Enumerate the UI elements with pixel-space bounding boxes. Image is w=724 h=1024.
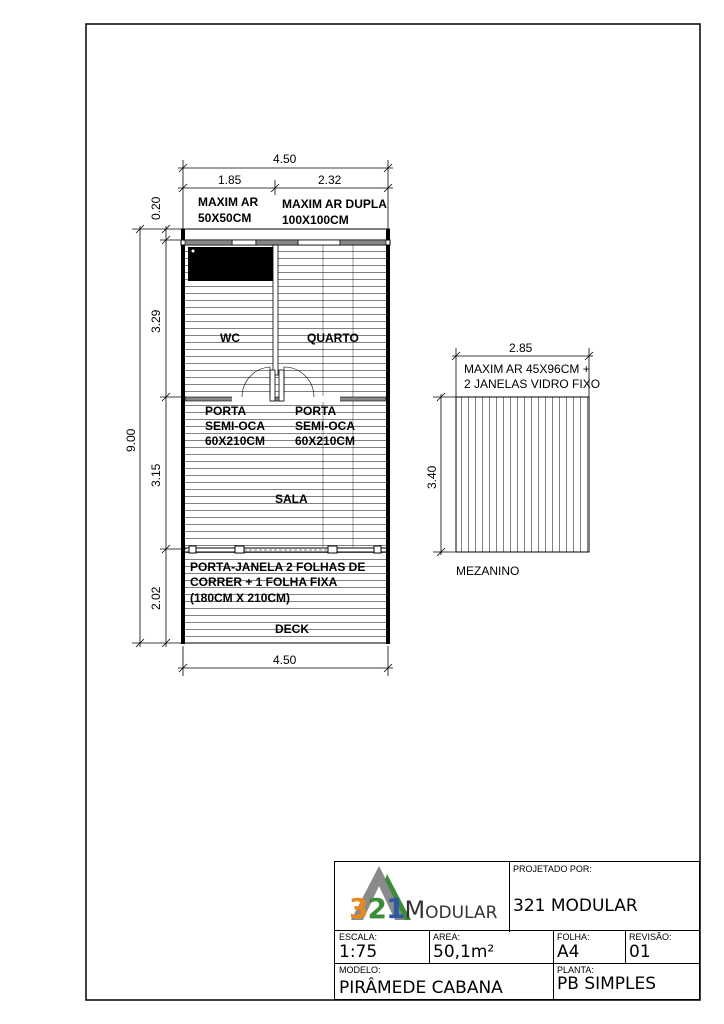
logo xyxy=(335,862,509,930)
dim-quarto-width: 2.32 xyxy=(318,173,342,187)
door1-label-1: PORTA xyxy=(205,404,247,418)
folha-label: FOLHA: xyxy=(557,932,590,942)
door1-label-3: 60X210CM xyxy=(205,434,266,448)
escala-cell xyxy=(335,930,429,963)
logo-number: 321 xyxy=(349,892,405,925)
wall-wc-quarto xyxy=(273,245,278,375)
window-quarto-label-1: MAXIM AR DUPLA xyxy=(282,197,387,211)
dim-mezzanine-height: 3.40 xyxy=(425,465,439,489)
folha-cell xyxy=(553,930,625,963)
slider-post-1 xyxy=(189,546,196,553)
outer-wall-right xyxy=(386,229,390,644)
dim-overall-width-bottom: 4.50 xyxy=(273,653,297,667)
slider-post-4 xyxy=(374,546,381,553)
revisao-cell xyxy=(625,930,699,963)
door2-label-1: PORTA xyxy=(295,404,337,418)
slider-post-2 xyxy=(235,546,244,553)
dim-sala-height: 3.15 xyxy=(149,463,163,487)
projetado-por-value: 321 MODULAR xyxy=(513,896,638,916)
window-wc-label-1: MAXIM AR xyxy=(198,195,259,209)
revisao-label: REVISÃO: xyxy=(629,932,672,942)
sheet-border xyxy=(86,24,700,1000)
planta-value: PB SIMPLES xyxy=(557,974,657,994)
mezzanine-plan xyxy=(425,341,600,578)
dim-wall-top: 0.20 xyxy=(149,196,163,220)
modelo-cell xyxy=(335,963,553,999)
planta-label: PLANTA: xyxy=(557,965,594,975)
title-block xyxy=(334,861,700,1000)
mezzanine-note-1: MAXIM AR 45X96CM + xyxy=(464,362,590,376)
window-wc xyxy=(232,240,256,245)
slider-post-3 xyxy=(328,546,337,553)
area-cell xyxy=(429,930,553,963)
wc-fixture xyxy=(188,247,273,281)
modelo-label: MODELO: xyxy=(339,965,381,975)
room-label-wc: WC xyxy=(220,331,240,345)
dim-deck-height: 2.02 xyxy=(149,586,163,610)
room-label-deck: DECK xyxy=(275,622,310,636)
floor-plan xyxy=(124,152,393,676)
mezzanine-label: MEZANINO xyxy=(456,564,520,578)
projetado-por-cell xyxy=(509,862,699,930)
area-value: 50,1m² xyxy=(433,942,495,962)
dim-overall-height: 9.00 xyxy=(124,428,138,452)
door2-label-2: SEMI-OCA xyxy=(295,419,355,433)
projetado-por-label: PROJETADO POR: xyxy=(513,864,592,874)
window-wc-label-2: 50X50CM xyxy=(198,211,252,225)
mezzanine-note-2: 2 JANELAS VIDRO FIXO xyxy=(464,377,601,391)
mezzanine-floor xyxy=(456,397,589,552)
slider-label-3: (180CM X 210CM) xyxy=(190,591,291,605)
door1-label-2: SEMI-OCA xyxy=(205,419,265,433)
escala-label: ESCALA: xyxy=(339,932,378,942)
dim-overall-width-top: 4.50 xyxy=(273,152,297,166)
outer-wall-left xyxy=(181,229,185,644)
logo-word: Modular xyxy=(404,896,498,924)
planta-cell xyxy=(553,963,699,999)
area-label: AREA: xyxy=(433,932,461,942)
escala-value: 1:75 xyxy=(339,942,378,962)
slider-label-1: PORTA-JANELA 2 FOLHAS DE xyxy=(190,560,366,574)
modelo-value: PIRÂMEDE CABANA xyxy=(339,978,503,998)
revisao-value: 01 xyxy=(629,942,651,962)
room-label-quarto: QUARTO xyxy=(307,331,359,345)
dim-mezzanine-width: 2.85 xyxy=(509,341,533,355)
folha-value: A4 xyxy=(557,942,580,962)
door2-label-3: 60X210CM xyxy=(295,434,356,448)
slider-label-2: CORRER + 1 FOLHA FIXA xyxy=(190,575,338,589)
dim-room-height: 3.29 xyxy=(149,309,163,333)
window-quarto xyxy=(298,240,340,245)
window-quarto-label-2: 100X100CM xyxy=(282,213,349,227)
room-label-sala: SALA xyxy=(275,492,308,506)
dim-wc-width: 1.85 xyxy=(218,173,242,187)
